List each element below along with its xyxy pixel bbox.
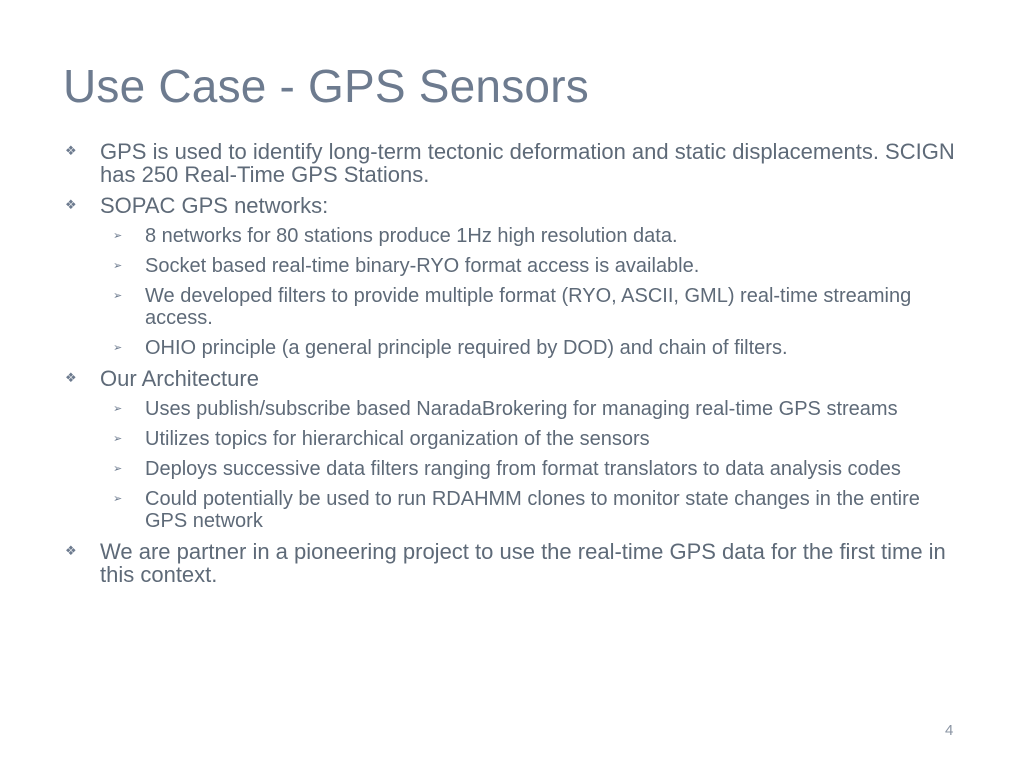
sub-bullet-item [63,225,963,247]
sub-bullet-item [63,398,963,420]
sub-bullet-item [63,255,963,277]
slide-title: Use Case - GPS Sensors [63,60,589,112]
sub-bullet-item [63,337,963,359]
sub-bullet-item [63,458,963,480]
arrow-bullet-icon: ➢ [113,402,123,415]
sub-bullet-text: Utilizes topics for hierarchical organization of the sensors [145,428,650,450]
arrow-bullet-icon: ➢ [113,492,123,505]
bullet-text: We are partner in a pioneering project to use the real-time GPS data for the first time in this context. [100,539,946,587]
sub-bullet-text: OHIO principle (a general principle required by DOD) and chain of filters. [145,337,788,359]
diamond-bullet-icon: ❖ [65,198,77,213]
bullet-item [63,140,963,186]
bullet-text: Our Architecture [100,366,259,391]
sub-bullet-text: Socket based real-time binary-RYO format access is available. [145,255,700,277]
arrow-bullet-icon: ➢ [113,259,123,272]
sub-bullet-text: 8 networks for 80 stations produce 1Hz high resolution data. [145,225,678,247]
diamond-bullet-icon: ❖ [65,544,77,559]
slide-body [63,138,963,586]
sub-bullet-text: Uses publish/subscribe based NaradaBrokering for managing real-time GPS streams [145,398,898,420]
diamond-bullet-icon: ❖ [65,144,77,159]
sub-bullet-text: Deploys successive data filters ranging from format translators to data analysis codes [145,458,901,480]
sub-bullet-item [63,488,963,532]
sub-bullet-item [63,285,963,329]
arrow-bullet-icon: ➢ [113,229,123,242]
arrow-bullet-icon: ➢ [113,341,123,354]
diamond-bullet-icon: ❖ [65,371,77,386]
arrow-bullet-icon: ➢ [113,462,123,475]
bullet-text: GPS is used to identify long-term tectonic deformation and static displacements. SCIGN has 250 Real-Time GPS Stations. [100,139,955,187]
arrow-bullet-icon: ➢ [113,289,123,302]
page-number: 4 [945,722,954,739]
bullet-item [63,367,963,390]
sub-bullet-item [63,428,963,450]
arrow-bullet-icon: ➢ [113,432,123,445]
bullet-text: SOPAC GPS networks: [100,193,329,218]
sub-bullet-text: We developed filters to provide multiple format (RYO, ASCII, GML) real-time streaming access. [145,285,912,329]
sub-bullet-text: Could potentially be used to run RDAHMM clones to monitor state changes in the entire GPS network [145,488,920,532]
bullet-item [63,540,963,586]
bullet-item [63,194,963,217]
